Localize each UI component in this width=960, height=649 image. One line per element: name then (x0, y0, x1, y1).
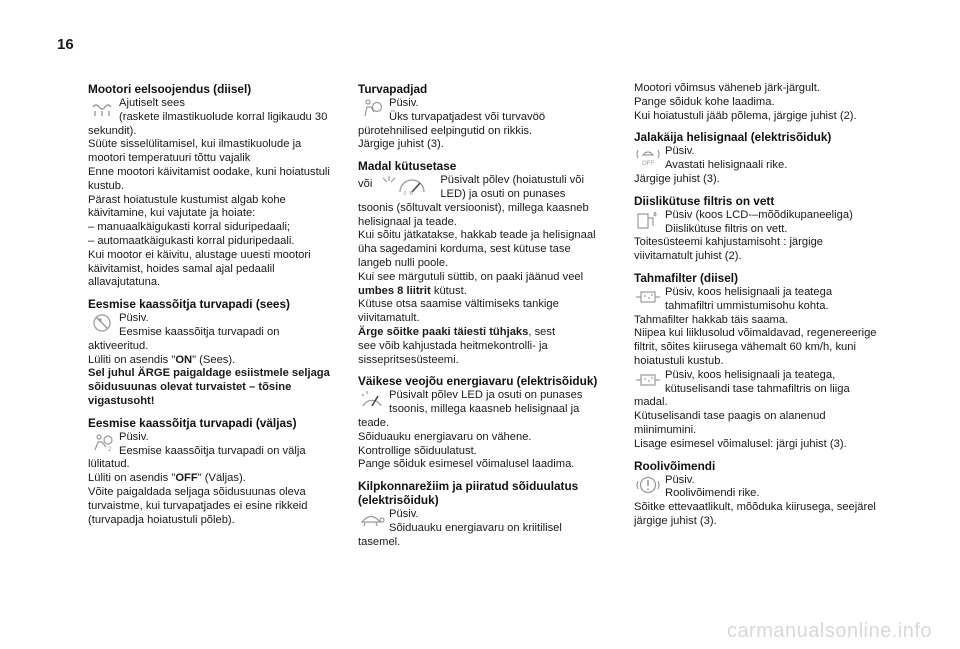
warning-fragment: Ärge sõitke paaki täiesti tühjaks (358, 325, 529, 338)
text-line: teade. (358, 416, 390, 429)
text-line: Pange sõiduk esimesel võimalusel laadima. (358, 458, 575, 471)
column-1 (88, 82, 350, 534)
text-line: üha sagedamini korduma, sest kütuse tase (358, 243, 571, 256)
watermark: carmanualsonline.info (726, 620, 932, 642)
text-line: käivitamine, kui vajutate ja hoiate: (88, 207, 256, 220)
text-line: Püsiv, koos helisignaali ja teatega, (665, 368, 836, 381)
text-line: pürotehnilised eelpingutid on rikkis. (358, 124, 533, 137)
heading-airbag-on: Eesmise kaassõitja turvapadi (sees) (88, 297, 290, 312)
text-line: käivitamist, hoides samal ajal pedaalil (88, 262, 275, 275)
text-line: Diislikütuse filtris on vett. (665, 222, 788, 235)
text-line: Püsiv. (665, 473, 695, 486)
heading-airbag-off: Eesmise kaassõitja turvapadi (väljas) (88, 415, 297, 430)
text-line: tasemel. (358, 535, 401, 548)
water-in-fuel-icon (634, 209, 662, 231)
text-line: allavajutatuna. (88, 276, 161, 289)
text-line (88, 354, 350, 368)
section-airbag-off (88, 416, 350, 528)
text-line: tahmafiltri ummistumisohu kohta. (665, 299, 829, 312)
text-line: sissepritsesüsteemi. (358, 353, 459, 366)
heading-particle-filter: Tahmafilter (diisel) (634, 270, 739, 285)
text-fragment: " (Väljas). (197, 472, 246, 485)
section-turtle-mode (358, 479, 620, 549)
text-line: – automaatkäigukasti korral piduripedaali. (88, 234, 295, 247)
section-particle-filter (634, 271, 906, 452)
text-line: Süüte sisselülitamisel, kui ilmastikuolude ja (88, 138, 302, 151)
text-line (88, 472, 350, 486)
text-line: Niipea kui liiklusolud võimaldavad, regenereerige (634, 327, 877, 340)
text-line: Püsiv. (665, 145, 695, 158)
power-steering-icon (634, 474, 662, 496)
text-line: tsoonis (sõltuvalt versioonist), millega kaasneb (358, 201, 589, 214)
text-line: Toitesüsteemi kahjustamisoht : järgige (634, 236, 824, 249)
text-line: kütuselisandi tase tahmafiltris on liiga (665, 382, 850, 395)
text-line: Pärast hoiatustule kustumist algab kohe (88, 193, 286, 206)
text-line: Sõitke ettevaatlikult, mõõduka kiirusega, seejärel (634, 501, 876, 514)
text-line: kustub. (88, 179, 125, 192)
fuel-amount: umbes 8 liitrit (358, 284, 431, 297)
text-line: Kütuselisandi tase paagis on alanenud (634, 410, 826, 423)
heading-pedestrian-sound: Jalakäija helisignaal (elektrisõiduk) (634, 130, 832, 145)
text-line: Lisage esimesel võimalusel: järgi juhist (3). (634, 437, 847, 450)
text-line: Püsiv. (119, 430, 149, 443)
text-fragment: Lüliti on asendis " (88, 353, 176, 366)
text-line: LED) ja osuti on punases (440, 187, 566, 200)
text-line: järgige juhist (3). (634, 514, 717, 527)
text-line: Võite paigaldada seljaga sõidusuunas oleva (88, 485, 306, 498)
heading-line: (elektrisõiduk) (358, 493, 439, 508)
heading-ev-low: Väikese veojõu energiavaru (elektrisõiduk) (358, 374, 598, 389)
text-line: Eesmise kaassõitja turvapadi on välja (119, 444, 306, 457)
text-line: Püsiv. (389, 508, 419, 521)
text-line: Kütuse otsa saamise vältimiseks tankige (358, 298, 559, 311)
text-line: Järgige juhist (3). (634, 172, 720, 185)
ev-low-charge-icon (358, 389, 386, 411)
section-power-reduction (634, 82, 906, 123)
text-line: Püsivalt põlev (hoiatustuli või (440, 174, 584, 187)
text-fragment: kütust. (430, 284, 467, 297)
svg-text:2: 2 (108, 446, 112, 452)
text-line: viivitamatult juhist (2). (634, 250, 742, 263)
text-line: helisignaal ja teade. (358, 215, 457, 228)
heading-line: Kilpkonnarežiim ja piiratud sõiduulatus (358, 479, 579, 494)
text-line: lülitatud. (88, 458, 130, 471)
svg-text:OFF: OFF (642, 161, 654, 167)
section-pedestrian-sound (634, 130, 906, 186)
text-line (358, 285, 620, 299)
svg-text:·0 ·B ·: ·0 ·B · (402, 191, 417, 197)
heading-low-fuel: Madal kütusetase (358, 159, 457, 174)
text-line: miinimumini. (634, 423, 697, 436)
text-line: sekundit). (88, 124, 137, 137)
low-fuel-icon (379, 174, 437, 196)
section-airbags (358, 82, 620, 152)
heading-airbags: Turvapadjad (358, 82, 428, 96)
text-line (358, 326, 620, 340)
text-line: Püsiv. (389, 97, 419, 109)
text-line: Püsiv, koos helisignaali ja teatega (665, 285, 833, 298)
text-line: see võib kahjustada heitmekontrolli- ja (358, 339, 548, 352)
text-line: langeb nulli poole. (358, 256, 449, 269)
warning-line: vigastusoht! (88, 394, 155, 407)
airbag-icon (358, 97, 386, 119)
heading-preheating: Mootori eelsoojendus (diisel) (88, 82, 252, 96)
text-line: Kui see märgutuli süttib, on paaki jäänud veel (358, 270, 584, 283)
text-line: Ajutiselt sees (119, 97, 185, 109)
text-line: madal. (634, 396, 668, 409)
off-label: OFF (175, 472, 198, 485)
text-line: Üks turvapatjadest või turvavöö (389, 110, 546, 123)
text-line: Kontrollige sõiduulatust. (358, 444, 477, 457)
section-water-in-fuel (634, 194, 906, 264)
particle-filter-icon (634, 369, 662, 391)
particle-filter-icon (634, 286, 662, 308)
text-line: Kui hoiatustuli jääb põlema, järgige juhist (2). (634, 109, 857, 122)
glow-plug-icon (88, 97, 116, 119)
text-line: tsoonis, millega kaasneb helisignaal ja (389, 403, 580, 416)
turtle-mode-icon (358, 508, 386, 530)
text-line: Tahmafilter hakkab täis saama. (634, 313, 789, 326)
text-line: (raskete ilmastikuolude korral ligikaudu 30 (119, 110, 328, 123)
warning-line: Sel juhul ÄRGE paigaldage esiistmele seljaga (88, 367, 330, 380)
text-line: mootori temperatuuri tõttu vajalik (88, 152, 251, 165)
section-airbag-on (88, 297, 350, 409)
text-line: Mootori võimsus väheneb järk-järgult. (634, 82, 820, 94)
section-ev-low (358, 374, 620, 472)
passenger-airbag-on-icon (88, 312, 116, 334)
text-line: – manuaalkäigukasti korral siduripedaali; (88, 221, 291, 234)
text-line: viivitamatult. (358, 312, 420, 325)
heading-power-steering: Roolivõimendi (634, 458, 716, 473)
text-line: Sõiduauku energiavaru on kriitilisel (389, 521, 562, 534)
or-label: või (358, 178, 373, 191)
text-line: filtrit, sõites kiirusega vähemalt 60 km/h, kuni (634, 341, 856, 354)
text-line: aktiveeritud. (88, 339, 149, 352)
text-line: turvaistme, kui turvapatjades ei esine rikkeid (88, 499, 308, 512)
section-preheating (88, 82, 350, 290)
text-line: hoiatustuli kustub. (634, 354, 724, 367)
column-2 (358, 82, 620, 557)
text-line: Avastati helisignaali rike. (665, 159, 788, 172)
text-fragment: , sest (528, 325, 556, 338)
page-number: 16 (57, 36, 74, 53)
warning-line: sõidusuunas olevat turvaistet – tõsine (88, 381, 292, 394)
text-line: Kui sõitu jätkatakse, hakkab teade ja helisignaal (358, 229, 596, 242)
column-3 (634, 82, 906, 536)
text-line: Püsivalt põlev LED ja osuti on punases (389, 389, 583, 402)
text-fragment: " (Sees). (192, 353, 236, 366)
passenger-airbag-off-icon (88, 431, 116, 453)
text-line: Roolivõimendi rike. (665, 487, 760, 500)
text-fragment: Lüliti on asendis " (88, 472, 176, 485)
text-line: Kui mootor ei käivitu, alustage uuesti mootori (88, 248, 311, 261)
text-line: Pange sõiduk kohe laadima. (634, 95, 775, 108)
text-line: Sõiduauku energiavaru on vähene. (358, 430, 532, 443)
pedestrian-sound-off-icon (634, 145, 662, 167)
text-line: Püsiv (koos LCD-–mõõdikupaneeliga) (665, 208, 853, 221)
heading-water-in-fuel: Diislikütuse filtris on vett (634, 193, 775, 208)
text-line: Eesmise kaassõitja turvapadi on (119, 325, 280, 338)
section-low-fuel (358, 159, 620, 367)
text-line: Enne mootori käivitamist oodake, kuni hoiatustuli (88, 165, 330, 178)
on-label: ON (175, 353, 193, 366)
section-power-steering (634, 459, 906, 529)
text-line: Järgige juhist (3). (358, 138, 444, 151)
text-line: (turvapadja hoiatustuli põleb). (88, 513, 235, 526)
text-line: Püsiv. (119, 312, 149, 325)
heading-turtle-mode (358, 479, 620, 507)
